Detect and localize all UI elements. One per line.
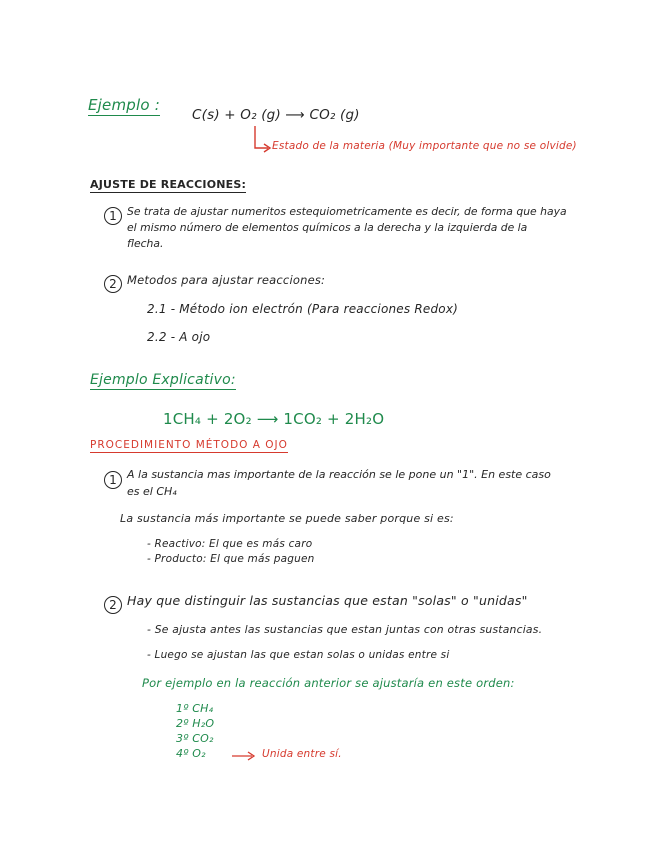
important-line: La sustancia más importante se puede saber porque si es: — [120, 512, 454, 525]
point-1-marker — [104, 205, 128, 225]
step-1-marker — [104, 469, 128, 489]
explained-heading: Ejemplo Explicativo: — [90, 372, 236, 388]
example-heading: Ejemplo : — [88, 96, 160, 114]
state-note: Estado de la materia (Muy importante que no se olvide) — [272, 140, 577, 152]
method-1: 2.1 - Método ion electrón (Para reacciones Redox) — [147, 302, 459, 316]
order-item: 4º O₂ — [176, 747, 206, 760]
example-equation: C(s) + O₂ (g) ⟶ CO₂ (g) — [192, 107, 360, 123]
bullet-producto: - Producto: El que más paguen — [147, 553, 315, 565]
order-item: 1º CH₄ — [176, 702, 214, 715]
order-item: 3º CO₂ — [176, 732, 214, 745]
number-circle: 2 — [104, 596, 122, 614]
procedure-heading: PROCEDIMIENTO MÉTODO A OJO — [90, 439, 288, 451]
point-2-marker — [104, 273, 128, 293]
number-circle: 1 — [104, 207, 122, 225]
method-2: 2.2 - A ojo — [147, 330, 211, 344]
bullet-reactivo: - Reactivo: El que es más caro — [147, 538, 313, 550]
step-1-text: A la sustancia mas importante de la reacción se le pone un "1". En este caso es el CH₄ — [127, 468, 551, 498]
explained-equation: 1CH₄ + 2O₂ ⟶ 1CO₂ + 2H₂O — [163, 410, 385, 428]
step-2-marker — [104, 594, 128, 614]
order-note: Unida entre sí. — [262, 748, 342, 760]
order-intro: Por ejemplo en la reacción anterior se ajustaría en este orden: — [142, 676, 515, 690]
adjust-heading: AJUSTE DE REACCIONES: — [90, 178, 247, 191]
number-circle: 1 — [104, 471, 122, 489]
point-1-text: Se trata de ajustar numeritos estequiometricamente es decir, de forma que haya el mismo número de elementos químicos a la derecha y la izquierda de la flecha. — [127, 205, 567, 250]
bullet-solas: - Luego se ajustan las que estan solas o unidas entre si — [147, 649, 450, 661]
step-2-text: Hay que distinguir las sustancias que estan "solas" o "unidas" — [127, 593, 528, 608]
number-circle: 2 — [104, 275, 122, 293]
bullet-unidas: - Se ajusta antes las sustancias que estan juntas con otras sustancias. — [147, 623, 543, 636]
order-item: 2º H₂O — [176, 717, 215, 730]
point-2-text: Metodos para ajustar reacciones: — [127, 273, 326, 287]
